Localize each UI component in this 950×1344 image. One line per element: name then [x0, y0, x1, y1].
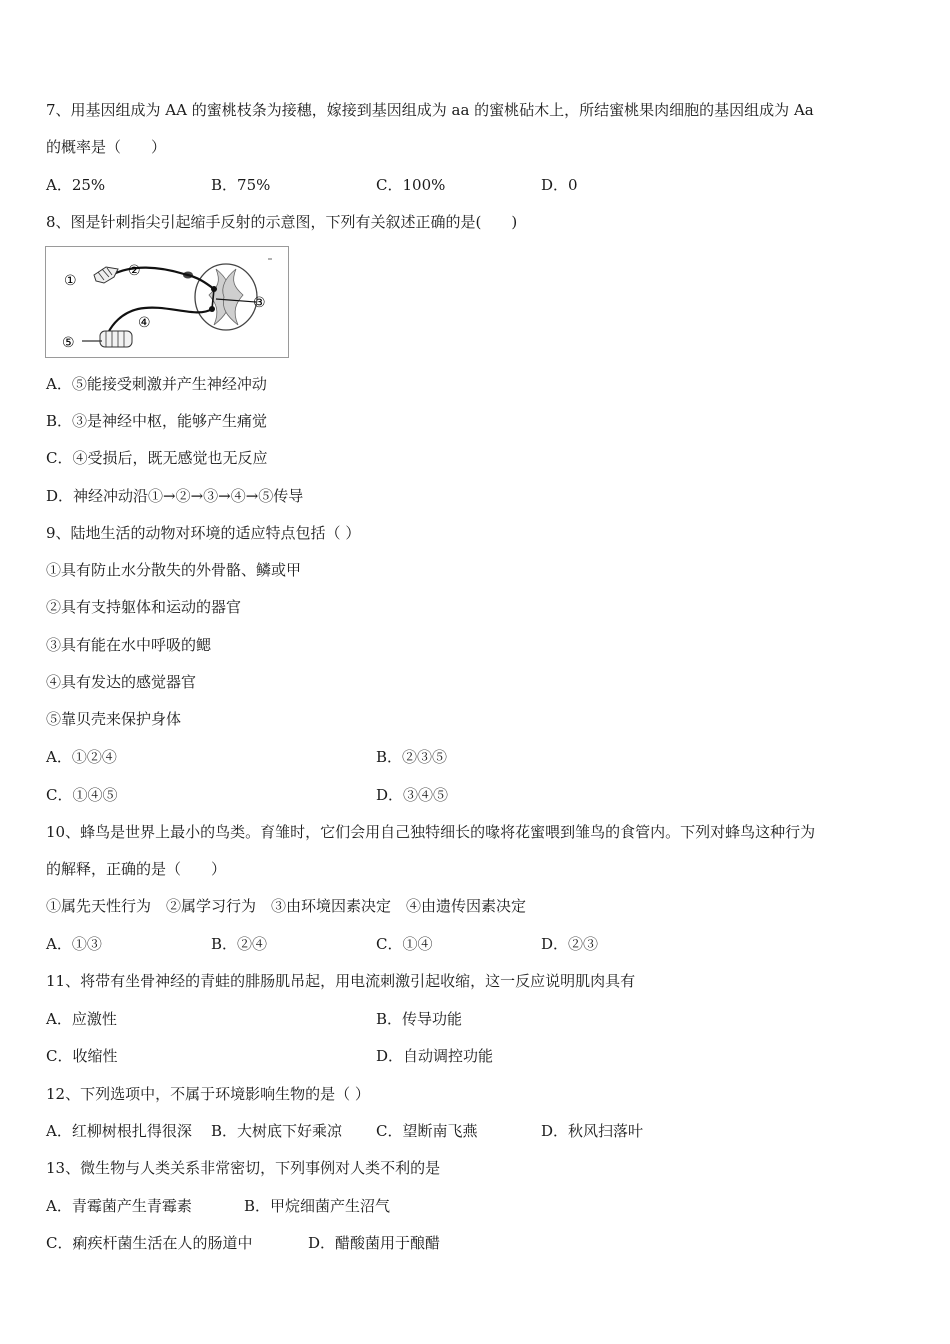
q13-option-d: D．醋酸菌用于酿醋	[308, 1234, 441, 1252]
figure-label-4: ④	[138, 315, 151, 331]
q9-item-5: ⑤靠贝壳来保护身体	[46, 710, 182, 728]
q11-option-b: B．传导功能	[376, 1010, 463, 1028]
q8-option-a: A．⑤能接受刺激并产生神经冲动	[46, 375, 267, 393]
reflex-arc-diagram	[46, 247, 290, 359]
q9-option-c: C．①④⑤	[46, 786, 118, 804]
q11-stem: 11、将带有坐骨神经的青蛙的腓肠肌吊起，用电流刺激引起收缩，这一反应说明肌肉具有	[46, 972, 636, 990]
q7-stem-line2: 的概率是（ ）	[46, 138, 167, 156]
q9-item-2: ②具有支持躯体和运动的器官	[46, 598, 242, 616]
q13-option-b: B．甲烷细菌产生沼气	[244, 1197, 391, 1215]
q8-stem: 8、图是针刺指尖引起缩手反射的示意图，下列有关叙述正确的是( )	[46, 213, 518, 231]
q7-option-b: B．75%	[211, 176, 271, 194]
q8-option-d: D．神经冲动沿①→②→③→④→⑤传导	[46, 487, 304, 505]
q7-option-d: D．0	[541, 176, 578, 194]
q10-option-c: C．①④	[376, 935, 433, 953]
reflex-arc-figure	[45, 246, 289, 358]
q7-option-a: A．25%	[46, 176, 106, 194]
q9-option-b: B．②③⑤	[376, 748, 448, 766]
q10-stem-line2: 的解释，正确的是（ ）	[46, 860, 227, 878]
q12-option-c: C．望断南飞燕	[376, 1122, 478, 1140]
q11-option-a: A．应激性	[46, 1010, 117, 1028]
q9-item-1: ①具有防止水分散失的外骨骼、鳞或甲	[46, 561, 302, 579]
q10-option-a: A．①③	[46, 935, 102, 953]
q12-option-b: B．大树底下好乘凉	[211, 1122, 343, 1140]
q10-stem-line1: 10、蜂鸟是世界上最小的鸟类。育雏时，它们会用自己独特细长的喙将花蜜喂到雏鸟的食管内。下列对蜂鸟这种行为	[46, 823, 816, 841]
q7-stem-line1: 7、用基因组成为 AA 的蜜桃枝条为接穗，嫁接到基因组成为 aa 的蜜桃砧木上，所结蜜桃果肉细胞的基因组成为 Aa	[46, 101, 814, 119]
q9-item-3: ③具有能在水中呼吸的鳃	[46, 636, 212, 654]
q11-option-c: C．收缩性	[46, 1047, 118, 1065]
q12-option-a: A．红柳树根扎得很深	[46, 1122, 192, 1140]
figure-label-1: ①	[64, 273, 77, 289]
q11-option-d: D．自动调控功能	[376, 1047, 494, 1065]
q7-option-c: C．100%	[376, 176, 446, 194]
q12-stem: 12、下列选项中，不属于环境影响生物的是（ ）	[46, 1085, 370, 1103]
q12-option-d: D．秋风扫落叶	[541, 1122, 644, 1140]
q13-option-a: A．青霉菌产生青霉素	[46, 1197, 192, 1215]
figure-label-2: ②	[128, 263, 141, 279]
figure-label-5: ⑤	[62, 335, 75, 351]
q9-option-d: D．③④⑤	[376, 786, 449, 804]
q10-option-b: B．②④	[211, 935, 268, 953]
q13-stem: 13、微生物与人类关系非常密切，下列事例对人类不利的是	[46, 1159, 441, 1177]
q10-option-d: D．②③	[541, 935, 599, 953]
q8-option-c: C．④受损后，既无感觉也无反应	[46, 449, 268, 467]
q10-items: ①属先天性行为 ②属学习行为 ③由环境因素决定 ④由遗传因素决定	[46, 897, 527, 915]
q8-option-b: B．③是神经中枢，能够产生痛觉	[46, 412, 268, 430]
q9-stem: 9、陆地生活的动物对环境的适应特点包括（ ）	[46, 524, 361, 542]
q9-item-4: ④具有发达的感觉器官	[46, 673, 197, 691]
q13-option-c: C．痢疾杆菌生活在人的肠道中	[46, 1234, 253, 1252]
q9-option-a: A．①②④	[46, 748, 117, 766]
figure-label-3: ③	[253, 295, 266, 311]
